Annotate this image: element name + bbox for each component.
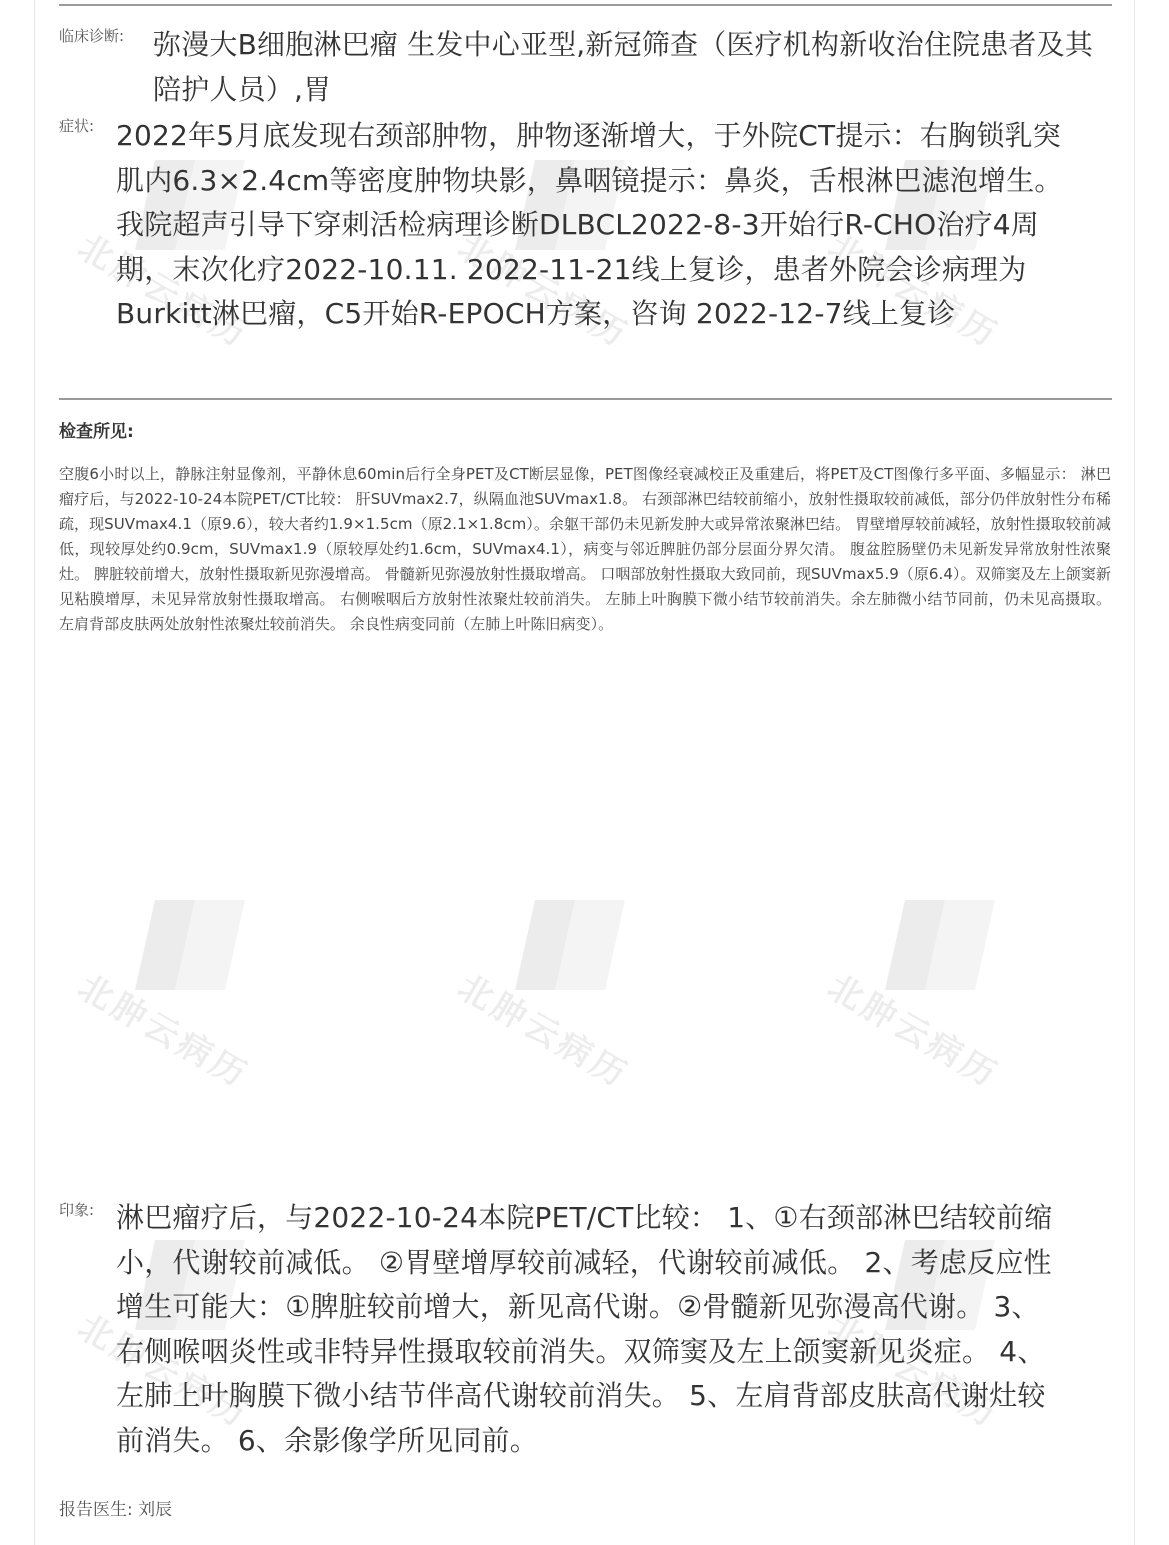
impression-label: 印象: bbox=[59, 1201, 95, 1219]
findings-title: 检查所见: bbox=[59, 422, 134, 442]
watermark-text: 北肿云病历 bbox=[71, 226, 256, 357]
symptoms-text: 2022年5月底发现右颈部肿物，肿物逐渐增大，于外院CT提示：右胸锁乳突肌内6.3×2.4cm等密度肿物块影，鼻咽镜提示：鼻炎，舌根淋巴滤泡增生。我院超声引导下穿刺活检病理诊断DLBCL2022-8-3开始行R-CHO治疗4周期，末次化疗2022-10.11. 2022-11-21线上复诊，患者外院会诊病理为Burkitt淋巴瘤，C5开始R-EPOCH方案，咨询 2022-12-7线上复诊 bbox=[116, 119, 1063, 330]
symptoms-label: 症状: bbox=[59, 117, 95, 135]
watermark-text: 北肿云病历 bbox=[821, 1306, 1006, 1437]
diagnosis-text: 弥漫大B细胞淋巴瘤 生发中心亚型,新冠筛查（医疗机构新收治住院患者及其陪护人员）,胃 bbox=[153, 28, 1094, 106]
watermark-text: 北肿云病历 bbox=[71, 966, 256, 1097]
watermark-text: 北肿云病历 bbox=[71, 1306, 256, 1437]
diagnosis-label: 临床诊断: bbox=[59, 27, 125, 45]
watermark bbox=[451, 890, 665, 1097]
top-divider bbox=[59, 4, 1112, 6]
findings-text: 空腹6小时以上，静脉注射显像剂，平静休息60min后行全身PET及CT断层显像，PET图像经衰减校正及重建后，将PET及CT图像行多平面、多幅显示： 淋巴瘤疗后，与2022-10-24本院PET/CT比较： 肝SUVmax2.7，纵隔血池SUVmax1.8。 右颈部淋巴结较前缩小，放射性摄取较前减低，部分仍伴放射性分布稀疏，现SUVmax4.1（原9.6），较大者约1.9×1.5cm（原2.1×1.8cm）。余躯干部仍未见新发肿大或异常浓聚淋巴结。 胃壁增厚较前减轻，放射性摄取较前减低，现较厚处约0.9cm，SUVmax1.9（原较厚处约1.6cm，SUVmax4.1），病变与邻近脾脏仍部分层面分界欠清。 腹盆腔肠壁仍未见新发异常放射性浓聚灶。 脾脏较前增大，放射性摄取新见弥漫增高。 骨髓新见弥漫放射性摄取增高。 口咽部放射性摄取大致同前，现SUVmax5.9（原6.4）。双筛窦及左上颌窦新见粘膜增厚，未见异常放射性摄取增高。 右侧喉咽后方放射性浓聚灶较前消失。 左肺上叶胸膜下微小结节较前消失。余左肺微小结节同前，仍未见高摄取。 左肩背部皮肤两处放射性浓聚灶较前消失。 余良性病变同前（左肺上叶陈旧病变）。 bbox=[59, 465, 1111, 633]
watermark-logo-icon bbox=[515, 890, 625, 1000]
section-divider bbox=[59, 398, 1112, 400]
watermark-logo-icon bbox=[885, 890, 995, 1000]
impression-text: 淋巴瘤疗后，与2022-10-24本院PET/CT比较： 1、①右颈部淋巴结较前缩小，代谢较前减低。 ②胃壁增厚较前减轻，代谢较前减低。 2、考虑反应性增生可能大：①脾脏较前增大，新见高代谢。②骨髓新见弥漫高代谢。 3、右侧喉咽炎性或非特异性摄取较前消失。双筛窦及左上颌窦新见炎症。 4、左肺上叶胸膜下微小结节伴高代谢较前消失。 5、左肩背部皮肤高代谢灶较前消失。 6、余影像学所见同前。 bbox=[116, 1201, 1053, 1457]
report-doctor bbox=[59, 1498, 172, 1522]
watermark-text: 北肿云病历 bbox=[451, 966, 636, 1097]
watermark-text: 北肿云病历 bbox=[821, 966, 1006, 1097]
watermark bbox=[821, 890, 1035, 1097]
report-page bbox=[34, 0, 1135, 1545]
watermark-text: 北肿云病历 bbox=[821, 226, 1006, 357]
report-doctor-name: 刘辰 bbox=[138, 1500, 173, 1520]
watermark-text: 北肿云病历 bbox=[451, 226, 636, 357]
report-doctor-label: 报告医生: bbox=[59, 1500, 133, 1520]
watermark bbox=[71, 890, 285, 1097]
watermark-logo-icon bbox=[135, 890, 245, 1000]
